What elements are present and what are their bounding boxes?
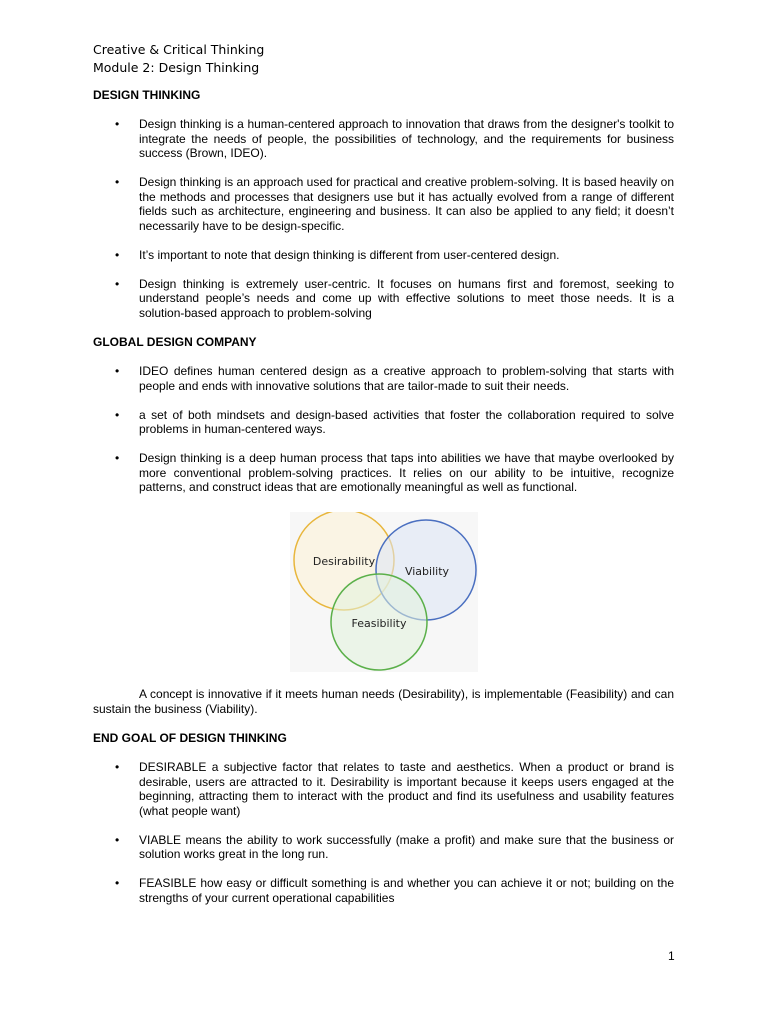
list-item <box>93 117 674 161</box>
bullet-icon: • <box>115 451 120 465</box>
bullet-icon: • <box>115 407 120 422</box>
list-item-text: Design thinking is an approach used for practical and creative problem-solving. It is based heavily on the methods and processes that designers use but it has actually evolved from a range of different fields such as architecture, engineering and business. It can also be applied to any field; it doesn’t necessarily have to be design-specific. <box>139 175 674 233</box>
list-item <box>93 364 674 393</box>
viability-label: Viability <box>404 565 450 578</box>
list-item-text: DESIRABLE a subjective factor that relates to taste and aesthetics. When a product or brand is desirable, users are attracted to it. Desirability is important because it keeps users engaged at the beginning, attracting them to interact with the product and find its usefulness and usability features (what people want) <box>139 760 674 818</box>
list-item <box>93 876 674 905</box>
bullet-icon: • <box>115 876 120 890</box>
bullet-icon: • <box>115 247 120 262</box>
page-number: 1 <box>668 949 675 963</box>
design-thinking-list <box>93 117 674 335</box>
concept-paragraph: A concept is innovative if it meets human needs (Desirability), is implementable (Feasibility) and can sustain the business (Viability). <box>93 687 674 716</box>
list-item-text: Design thinking is a human-centered approach to innovation that draws from the designer's toolkit to integrate the needs of people, the possibilities of technology, and the requirements for business success (Brown, IDEO). <box>139 117 674 160</box>
bullet-icon: • <box>115 175 120 189</box>
section-heading-global-design-company: GLOBAL DESIGN COMPANY <box>93 335 257 349</box>
list-item-text: a set of both mindsets and design-based activities that foster the collaboration required to solve problems in human-centered ways. <box>139 407 674 436</box>
bullet-icon: • <box>115 760 120 774</box>
list-item-text: IDEO defines human centered design as a creative approach to problem-solving that starts with people and ends with innovative solutions that are tailor-made to suit their needs. <box>139 364 674 393</box>
list-item <box>93 833 674 862</box>
list-item <box>93 451 674 495</box>
list-item <box>93 248 674 263</box>
header-course-title: Creative & Critical Thinking <box>93 42 265 57</box>
bullet-icon: • <box>115 276 120 291</box>
global-design-company-list <box>93 364 674 509</box>
end-goal-list <box>93 760 674 920</box>
list-item <box>93 175 674 233</box>
list-item-text: Design thinking is extremely user-centric. It focuses on humans first and foremost, seeking to understand people’s needs and come up with effective solutions to meet those needs. It is a solution-based approach to problem-solving <box>139 276 674 320</box>
bullet-icon: • <box>115 832 120 847</box>
bullet-icon: • <box>115 364 120 378</box>
section-heading-end-goal: END GOAL OF DESIGN THINKING <box>93 731 287 745</box>
list-item-text: VIABLE means the ability to work successfully (make a profit) and make sure that the business or solution works great in the long run. <box>139 832 674 861</box>
list-item-text: Design thinking is a deep human process that taps into abilities we have that maybe overlooked by more conventional problem-solving practices. It relies on our ability to be intuitive, recognize patterns, and construct ideas that are emotionally meaningful as well as functional. <box>139 451 674 494</box>
venn-diagram <box>290 512 478 672</box>
list-item-text: FEASIBLE how easy or difficult something is and whether you can achieve it or not; building on the strengths of your current operational capabilities <box>139 876 674 905</box>
bullet-icon: • <box>115 117 120 131</box>
section-heading-design-thinking: DESIGN THINKING <box>93 88 201 102</box>
list-item <box>93 277 674 321</box>
desirability-label: Desirability <box>312 555 376 568</box>
header-module-title: Module 2: Design Thinking <box>93 60 260 75</box>
list-item <box>93 408 674 437</box>
list-item <box>93 760 674 818</box>
feasibility-label: Feasibility <box>351 617 407 630</box>
list-item-text: It’s important to note that design thinking is different from user-centered design. <box>139 247 560 262</box>
